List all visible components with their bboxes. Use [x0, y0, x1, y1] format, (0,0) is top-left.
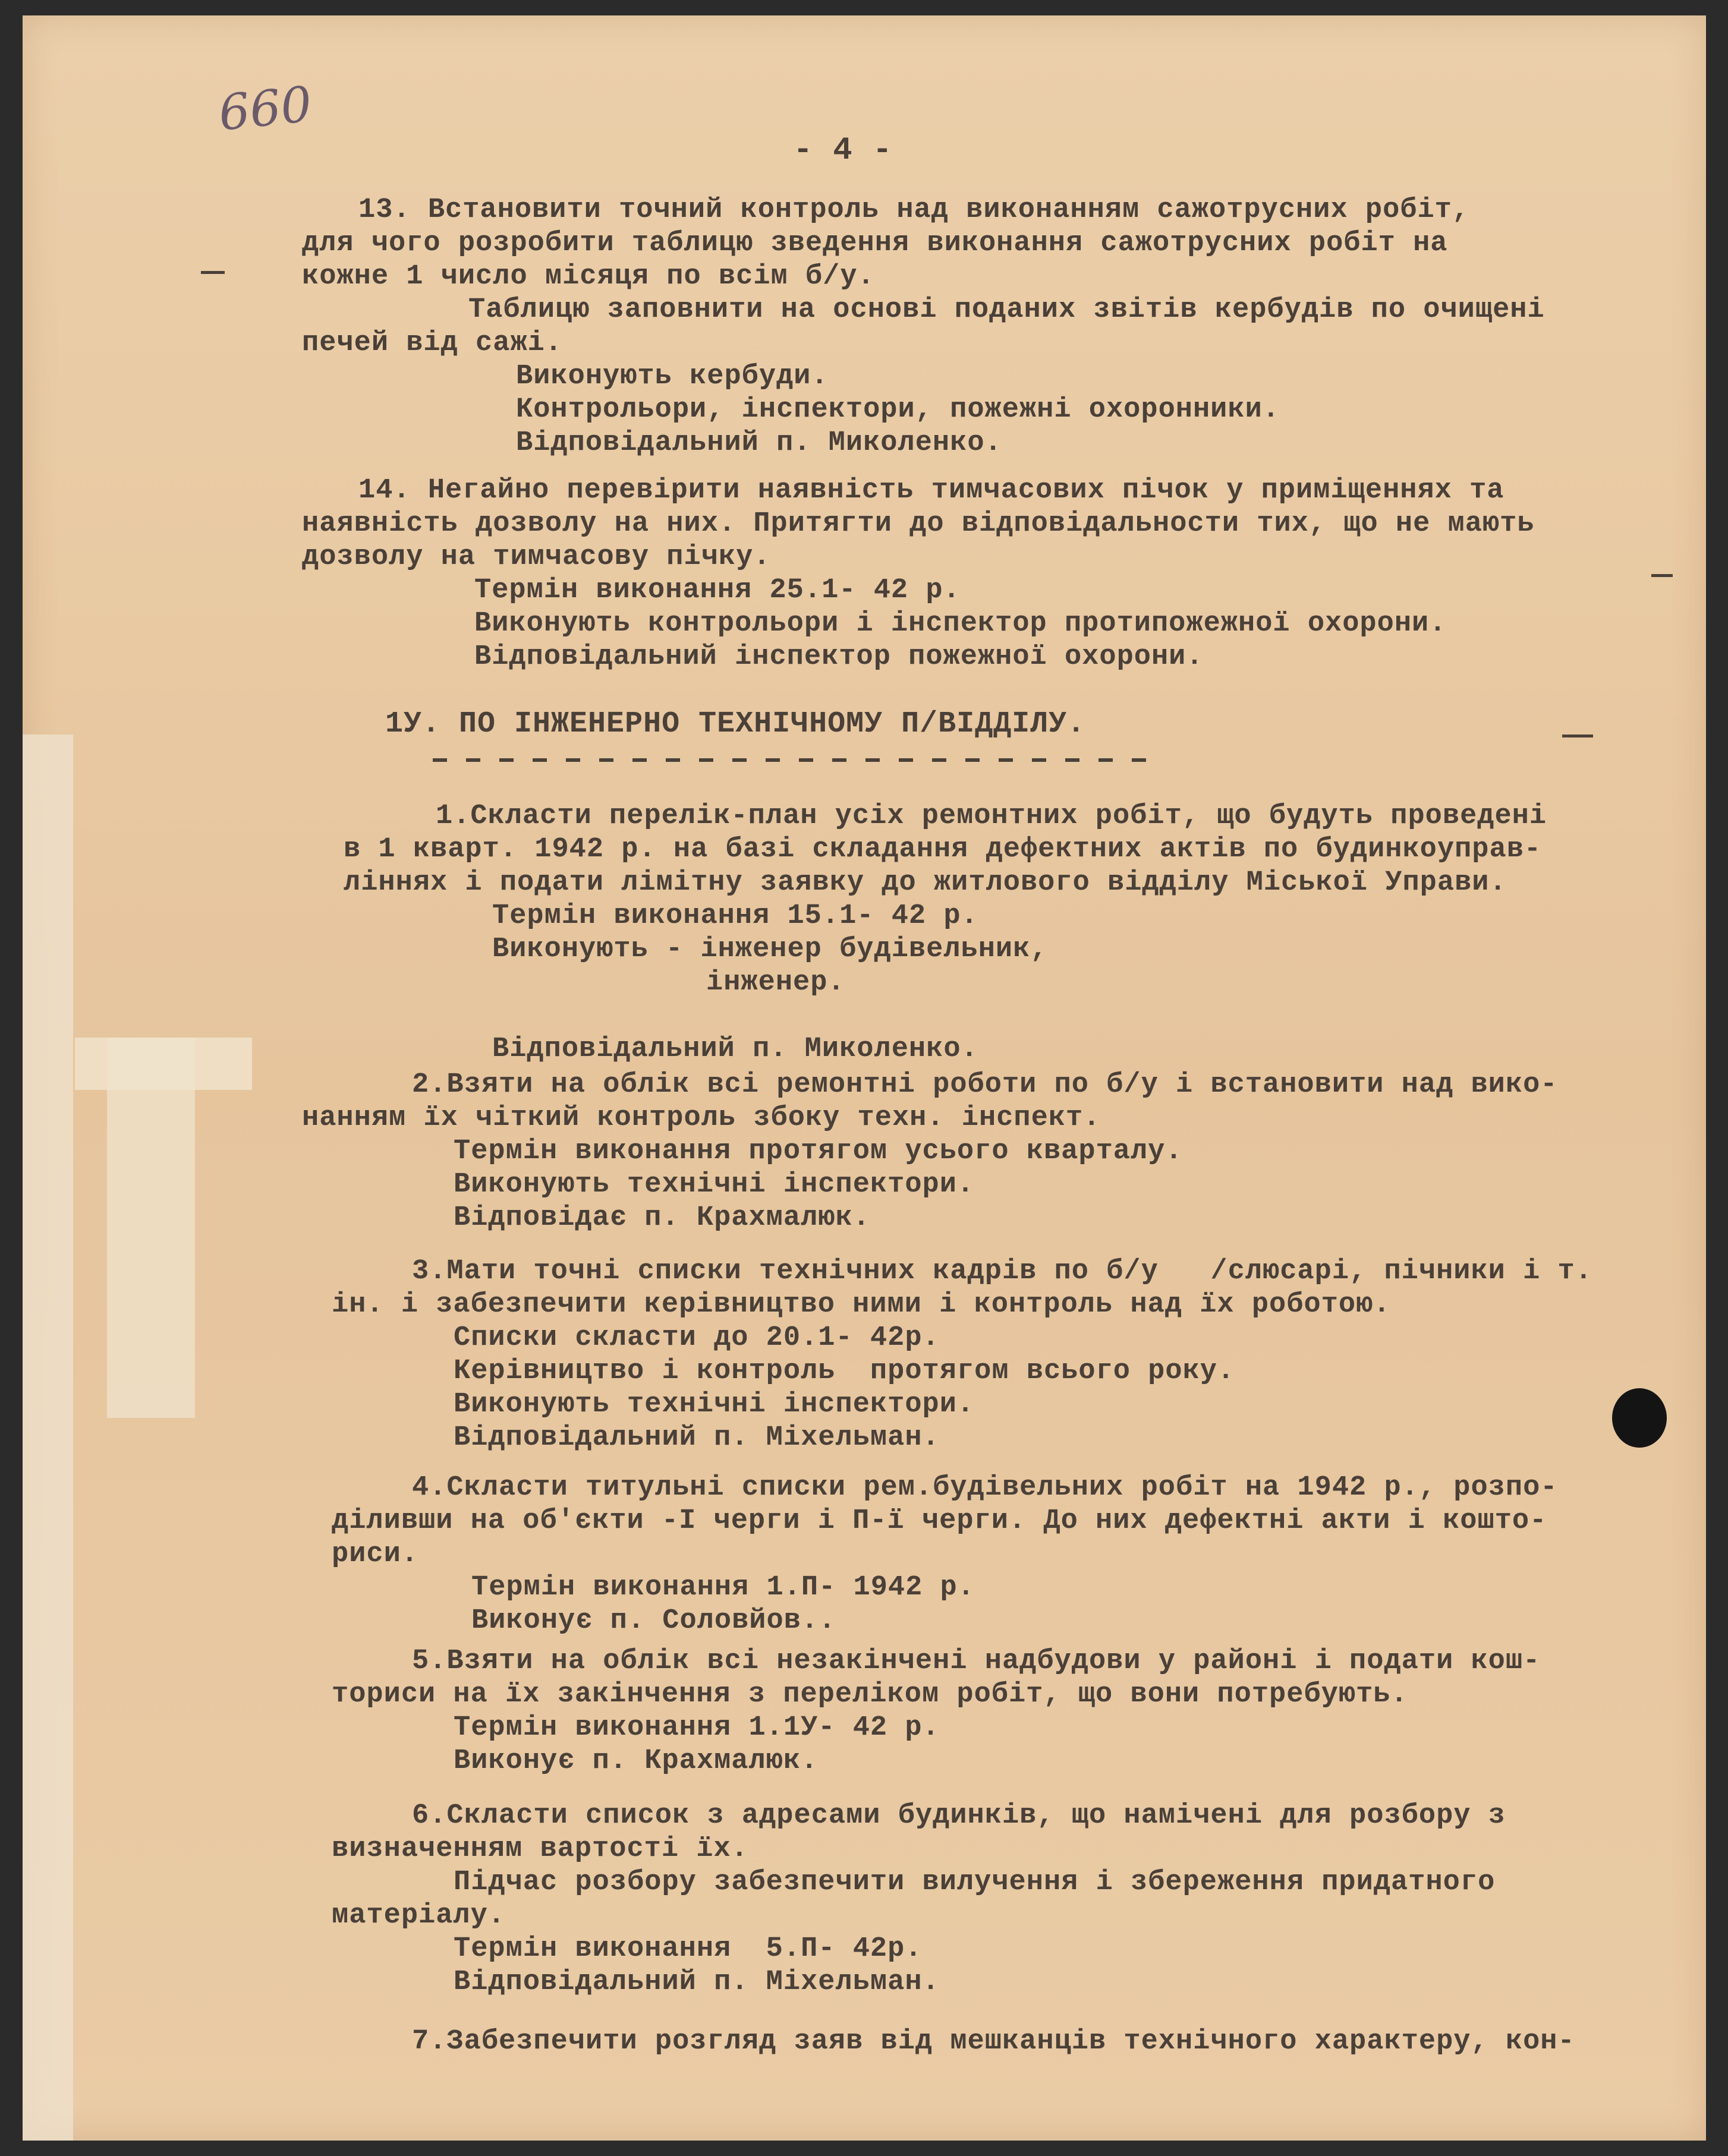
text-line: печей від сажі.: [302, 327, 563, 359]
margin-dash: [201, 271, 225, 274]
text-line: 13. Встановити точний контроль над виконанням сажотрусних робіт,: [358, 194, 1470, 226]
item-13: [23, 194, 1706, 460]
item-14: [23, 474, 1706, 674]
text-line: Термін виконання 15.1- 42 р.: [492, 900, 978, 932]
item-7: [23, 2025, 1706, 2059]
text-line: Списки скласти до 20.1- 42р.: [454, 1322, 940, 1354]
item-4: [23, 1471, 1706, 1638]
text-line: дозволу на тимчасову пічку.: [302, 541, 771, 573]
text-line: 2.Взяти на облік всі ремонтні роботи по б/у і встановити над вико-: [412, 1069, 1558, 1101]
text-line: для чого розробити таблицю зведення виконання сажотрусних робіт на: [302, 228, 1448, 259]
text-line: Відповідальний інспектор пожежної охорони.: [474, 641, 1204, 673]
text-line: Відповідальний п. Міхельман.: [454, 1422, 940, 1454]
text-line: Виконують технічні інспектори.: [454, 1169, 975, 1200]
item-3: [23, 1255, 1706, 1455]
text-line: наявність дозволу на них. Притягти до відповідальности тих, що не мають: [302, 508, 1535, 540]
text-line: ториси на їх закінчення з переліком робіт, що вони потребують.: [332, 1679, 1408, 1710]
text-line: ін. і забезпечити керівництво ними і контроль над їх роботою.: [332, 1289, 1391, 1320]
archive-mark: 660: [216, 76, 315, 142]
section-heading: 1У. ПО ІНЖЕНЕРНО ТЕХНІЧНОМУ П/ВІДДІЛУ.: [385, 707, 1086, 741]
text-line: Термін виконання 25.1- 42 р.: [474, 575, 961, 606]
text-line: Виконує п. Соловйов..: [471, 1605, 836, 1637]
text-line: 6.Скласти список з адресами будинків, що намічені для розбору з: [412, 1800, 1506, 1832]
page-number: - 4 -: [793, 133, 893, 169]
text-line: Виконують - інженер будівельник,: [492, 934, 1048, 965]
item-6: [23, 1799, 1706, 1999]
text-line: 4.Скласти титульні списки рем.будівельних робіт на 1942 р., розпо-: [412, 1472, 1558, 1503]
text-line: Виконують кербуди.: [516, 361, 829, 392]
text-line: Термін виконання 1.1У- 42 р.: [454, 1712, 940, 1744]
text-line: матеріалу.: [332, 1900, 506, 1931]
document-sheet: [23, 15, 1706, 2141]
text-line: 5.Взяти на облік всі незакінчені надбудови у районі і подати кош-: [412, 1646, 1541, 1677]
text-line: Відповідальний п. Миколенко.: [492, 1033, 978, 1065]
text-line: 14. Негайно перевірити наявність тимчасових пічок у приміщеннях та: [358, 475, 1504, 506]
text-line: Виконують контрольори і інспектор протипожежної охорони.: [474, 608, 1447, 639]
text-line: Відповідальний п. Миколенко.: [516, 427, 1002, 459]
text-line: визначенням вартості їх.: [332, 1833, 748, 1865]
item-5: [23, 1645, 1706, 1778]
text-line: 7.Забезпечити розгляд заяв від мешканців технічного характеру, кон-: [412, 2026, 1575, 2057]
text-line: 3.Мати точні списки технічних кадрів по б/у /слюсарі, пічники і т.: [412, 1256, 1592, 1287]
text-line: Контрольори, інспектори, пожежні охоронники.: [516, 394, 1280, 425]
text-line: Термін виконання 5.П- 42р.: [454, 1933, 923, 1965]
text-line: Відповідальний п. Міхельман.: [454, 1966, 940, 1998]
text-line: інженер.: [706, 967, 845, 998]
text-line: в 1 кварт. 1942 р. на базі складання дефектних актів по будинкоуправ-: [344, 834, 1542, 865]
text-line: кожне 1 число місяця по всім б/у.: [302, 261, 875, 292]
text-line: Виконує п. Крахмалюк.: [454, 1745, 819, 1777]
margin-dash: [1562, 735, 1593, 737]
item-2: [23, 1068, 1706, 1235]
item-1: [23, 800, 1706, 1066]
text-line: Підчас розбору забезпечити вилучення і збереження придатного: [454, 1867, 1496, 1898]
text-line: Таблицю заповнити на основі поданих звітів кербудів по очищені: [468, 294, 1545, 326]
text-line: 1.Скласти перелік-план усіх ремонтних робіт, що будуть проведені: [436, 800, 1547, 832]
text-line: ліннях і подати лімітну заявку до житлового відділу Міської Управи.: [344, 867, 1507, 899]
text-line: Виконують технічні інспектори.: [454, 1389, 975, 1420]
section-underline: [433, 758, 1152, 762]
text-line: Керівництво і контроль протягом всього року.: [454, 1356, 1235, 1387]
text-line: риси.: [332, 1539, 419, 1570]
text-line: Термін виконання протягом усього кварталу.: [454, 1136, 1183, 1167]
text-line: Відповідає п. Крахмалюк.: [454, 1202, 870, 1234]
margin-dash: [1651, 574, 1673, 577]
text-line: Термін виконання 1.П- 1942 р.: [471, 1572, 975, 1603]
text-line: діливши на об'єкти -І черги і П-ї черги. До них дефектні акти і кошто-: [332, 1505, 1547, 1537]
text-line: нанням їх чіткий контроль збоку техн. інспект.: [302, 1102, 1101, 1134]
